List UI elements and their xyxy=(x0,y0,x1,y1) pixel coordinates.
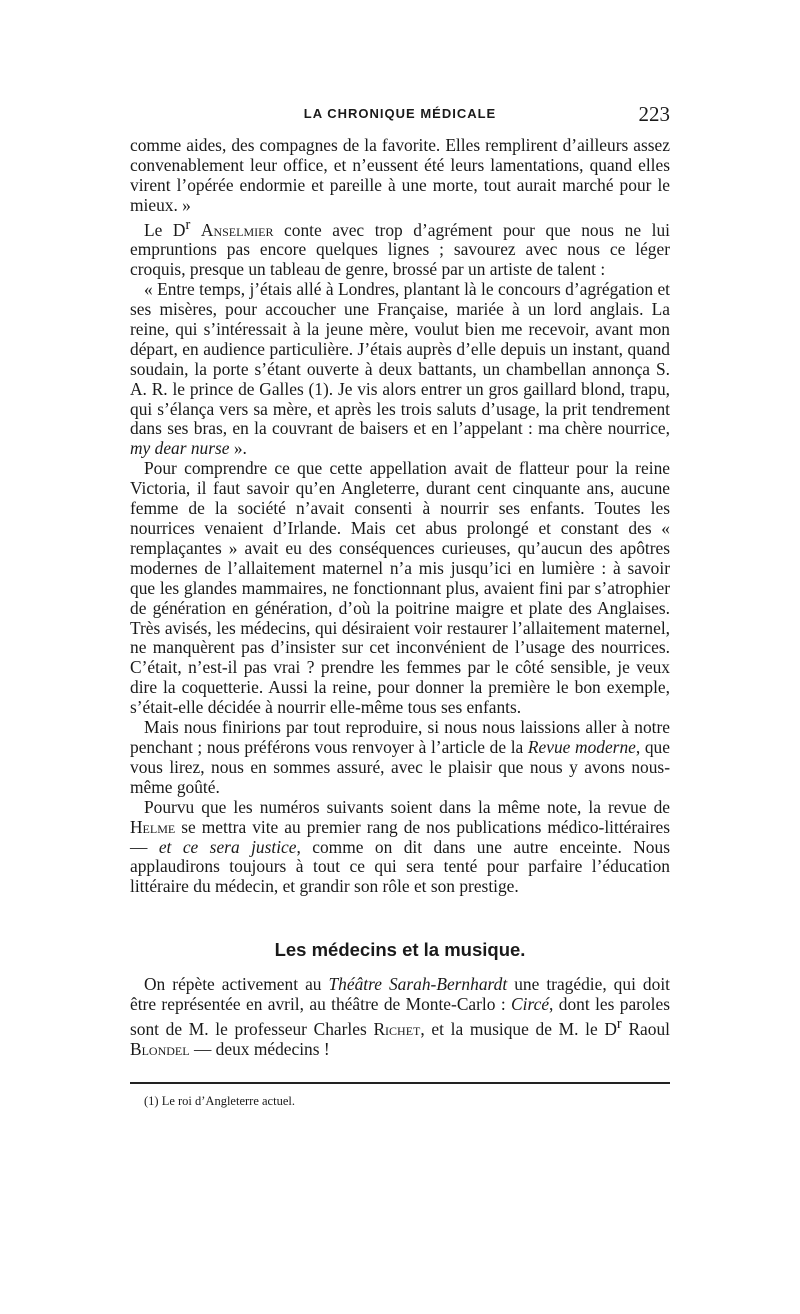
small-caps-name: Helme xyxy=(130,816,176,837)
paragraph xyxy=(130,718,670,798)
paragraph xyxy=(130,280,670,459)
section-heading: Les médecins et la musique. xyxy=(274,939,526,961)
small-caps-name: Richet xyxy=(373,1018,421,1039)
small-caps-name: Anselmier xyxy=(200,219,274,240)
text-run: , que vous lirez, nous en sommes assuré, avec le plaisir que nous y avons nous-même goûté. xyxy=(130,736,670,797)
text-run: Le D xyxy=(144,219,186,240)
running-header xyxy=(130,104,670,128)
text-run: se mettra vite au premier rang de nos publications médico-littéraires — xyxy=(130,816,670,857)
text-run: — deux médecins ! xyxy=(189,1038,330,1059)
text-run: « Entre temps, j’étais allé à Londres, plantant là le concours d’agrégation et ses misères, pour accoucher une Française, mariée à un lord anglais. La reine, qui s’intéressait à la jeune mère, voulut bien me recevoir, avant mon départ, en audience particulière. J’étais auprès d’elle depuis un instant, quand soudain, la porte s’étant ouverte à deux battants, un chambellan annonça S. A. R. le prince de Galles (1). Je vis alors entrer un gros gaillard blond, trapu, qui s’élança vers sa mère, et après les trois saluts d’usage, la prit tendrement dans ses bras, en la couvrant de baisers et en l’appelant : ma chère nourrice, xyxy=(130,279,670,439)
text-run: , comme on dit dans une autre enceinte. Nous applaudirons toujours à tout ce qui sera tenté pour parfaire l’éducation littéraire du médecin, et grandir son rôle et son prestige. xyxy=(130,836,670,897)
text-run: conte avec trop d’agrément pour que nous ne lui empruntions pas encore quelques lignes ; savourez avec nous ce léger croquis, presque un tableau de genre, brossé par un artiste de talent : xyxy=(130,219,670,280)
text-run: Raoul xyxy=(621,1018,670,1039)
journal-title: LA CHRONIQUE MÉDICALE xyxy=(303,106,497,121)
main-text xyxy=(130,136,670,897)
paragraph xyxy=(130,216,670,281)
text-run: Pourvu que les numéros suivants soient dans la même note, la revue de xyxy=(144,796,670,817)
paragraph xyxy=(130,459,670,718)
text-run: comme aides, des compagnes de la favorite. Elles remplirent d’ailleurs assez convenablement leur office, et n’eussent été leurs lamentations, quand elles virent l’opérée endormie et pareille à une morte, tout aurait marché pour le mieux. » xyxy=(130,135,670,215)
small-caps-name: Blondel xyxy=(130,1038,190,1059)
italic-text: et ce sera justice xyxy=(158,836,297,857)
footnote-rule xyxy=(130,1082,670,1084)
text-run xyxy=(190,219,201,239)
italic-text: Théâtre Sarah-Bernhardt xyxy=(328,974,508,995)
superscript: r xyxy=(616,1016,622,1033)
text-run: , et la musique de M. le D xyxy=(420,1018,617,1039)
text-run: On répète activement au xyxy=(144,974,329,995)
italic-text: Revue moderne xyxy=(527,736,636,757)
paragraph xyxy=(130,136,670,216)
text-run: ». xyxy=(229,438,247,459)
italic-text: Circé xyxy=(511,994,550,1015)
italic-text: my dear nurse xyxy=(130,438,230,459)
text-run: Pour comprendre ce que cette appellation avait de flatteur pour la reine Victoria, il faut savoir qu’en Angleterre, durant cent cinquante ans, aucune femme de la société n’avait consenti à nourrir ses enfants. Toutes les nourrices venaient d’Irlande. Mais cet abus prolongé et constant des « remplaçantes » avait eu des conséquences curieuses, qu’aucun des apôtres modernes de l’allaitement maternel n’a mis jusqu’ici en lumière : à savoir que les glandes mammaires, ne fonctionnant plus, avaient fini par s’atrophier de génération en génération, d’où la poitrine maigre et plate des Anglaises. Très avisés, les médecins, qui désiraient voir restaurer l’allaitement maternel, ne manquèrent pas d’insister sur cet inconvénient de l’usage des nourrices. C’était, n’est-il pas vrai ? prendre les femmes par le côté sensible, je veux dire la coquetterie. Aussi la reine, pour donner la première le bon exemple, s’était-elle décidée à nourrir elle-même tous ses enfants. xyxy=(130,458,670,718)
text-run: une tragédie, qui doit être représentée en avril, au théâtre de Monte-Carlo : xyxy=(130,974,670,1015)
page-number: 223 xyxy=(638,102,670,126)
text-run: , dont les paroles sont de M. le professeur Charles xyxy=(130,994,670,1039)
text-run: Mais nous finirions par tout reproduire, si nous nous laissions aller à notre penchant ; nous préférons vous renvoyer à l’article de la xyxy=(130,717,670,757)
paragraph xyxy=(130,798,670,898)
paragraph xyxy=(130,975,670,1059)
document-page xyxy=(130,104,670,1109)
footnote: (1) Le roi d’Angleterre actuel. xyxy=(144,1093,295,1108)
section-text xyxy=(130,975,670,1059)
superscript: r xyxy=(185,216,191,233)
